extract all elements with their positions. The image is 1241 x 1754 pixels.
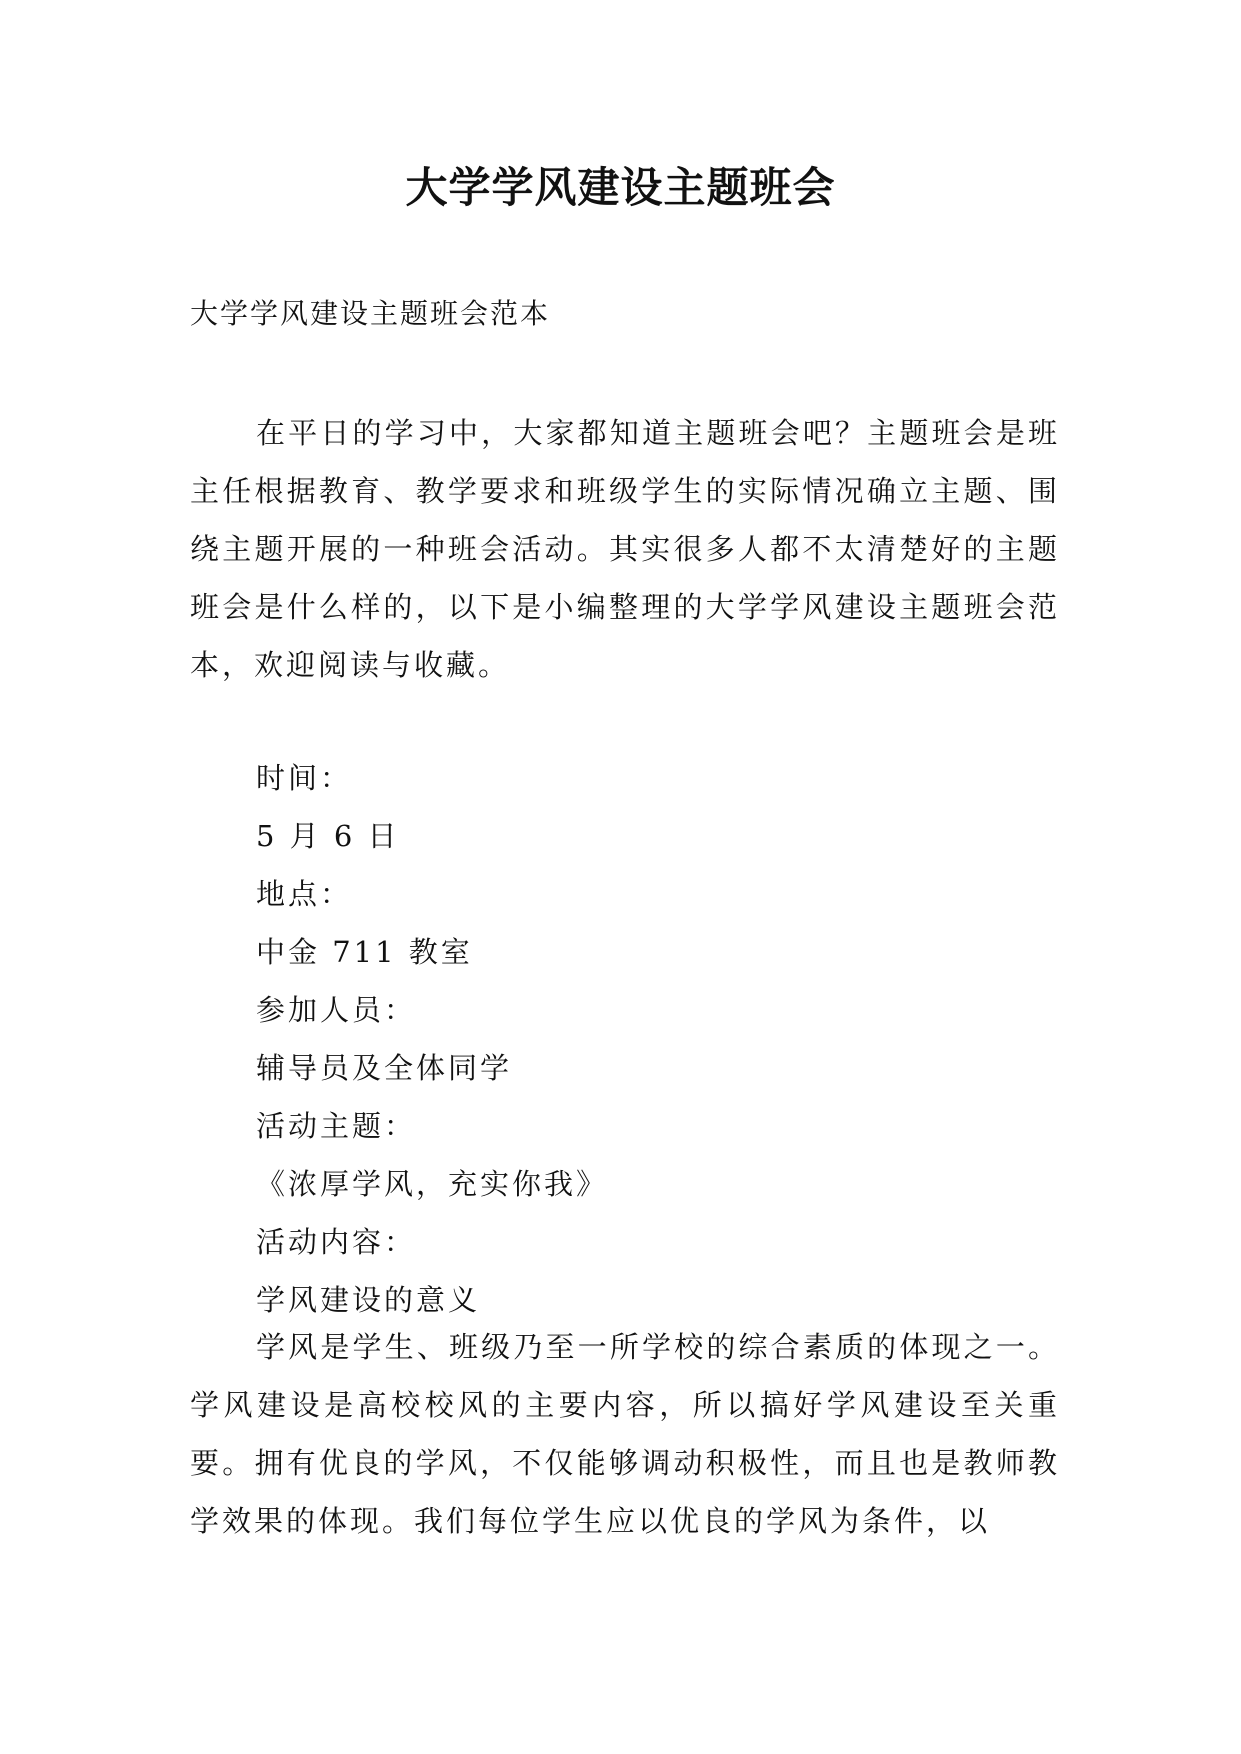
section-heading: 学风建设的意义 [256, 1283, 481, 1317]
location-label: 地点： [256, 877, 353, 911]
time-label: 时间： [256, 761, 353, 795]
body-paragraph: 学风是学生、班级乃至一所学校的综合素质的体现之一。学风建设是高校校风的主要内容，所以搞好学风建设至关重要。拥有优良的学风，不仅能够调动积极性，而且也是教师教学效果的体现。我们每位学生应以优良的学风为条件，以 [190, 1330, 1060, 1538]
time-value: 5 月 6 日 [256, 819, 400, 853]
theme-value: 《浓厚学风，充实你我》 [256, 1167, 609, 1201]
intro-paragraph: 在平日的学习中，大家都知道主题班会吧？主题班会是班主任根据教育、教学要求和班级学生的实际情况确立主题、围绕主题开展的一种班会活动。其实很多人都不太清楚好的主题班会是什么样的，以下是小编整理的大学学风建设主题班会范本，欢迎阅读与收藏。 [190, 416, 1060, 682]
theme-label: 活动主题： [256, 1109, 417, 1143]
participants-value: 辅导员及全体同学 [256, 1051, 513, 1085]
content-label: 活动内容： [256, 1225, 417, 1259]
document-subtitle: 大学学风建设主题班会范本 [190, 297, 551, 330]
document-title: 大学学风建设主题班会 [405, 163, 836, 212]
location-value: 中金 711 教室 [256, 935, 473, 969]
participants-label: 参加人员： [256, 993, 417, 1027]
